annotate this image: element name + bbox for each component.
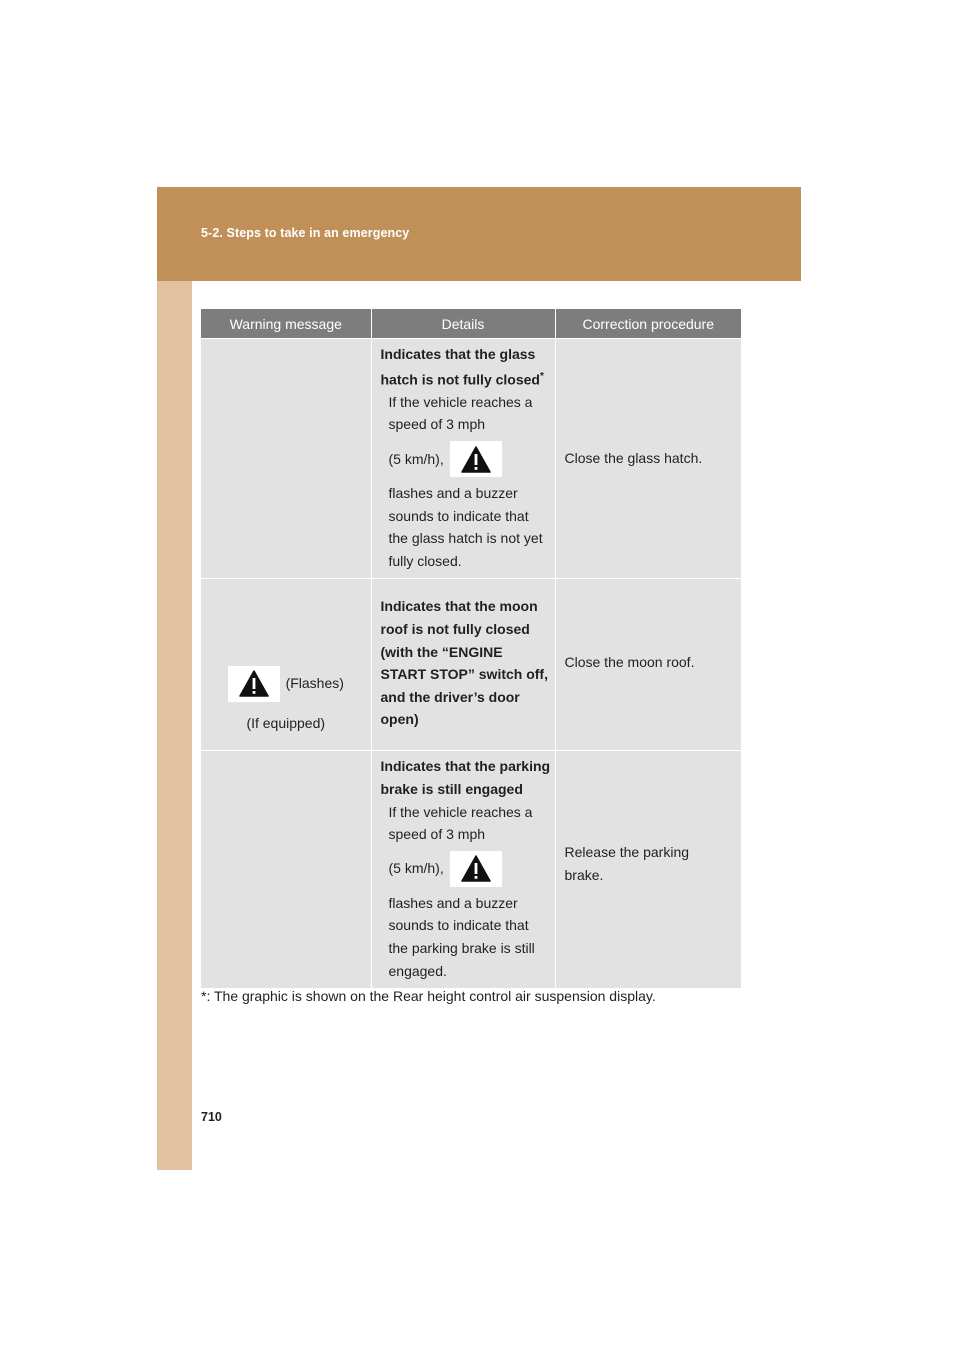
table-header-row [201,309,741,339]
detail-line: If the vehicle reaches a [388,393,533,410]
footnote: *: The graphic is shown on the Rear height control air suspension display. [201,988,656,1004]
detail-line: flashes and a buzzer [388,894,518,911]
table-row [201,579,741,751]
warning-message-cell [201,751,371,988]
detail-line: flashes and a buzzer [388,485,518,502]
table-row [201,751,741,988]
table-row [201,339,741,579]
warning-triangle-icon [450,851,502,887]
correction-text: Close the glass hatch. [564,450,703,467]
detail-line: (5 km/h), [388,450,444,467]
page-number: 710 [201,1110,222,1124]
detail-line: sounds to indicate that [388,917,529,934]
detail-title-line: hatch is not fully closed [380,371,540,388]
detail-line: sounds to indicate that [388,507,529,524]
correction-cell [555,339,741,579]
column-header-correction-procedure: Correction procedure [555,309,741,339]
detail-line: If the vehicle reaches a [388,803,533,820]
warning-message-cell [201,579,371,751]
page-sidebar-strip [157,187,192,1170]
detail-title-line: roof is not fully closed [380,621,530,637]
detail-title-line: Indicates that the moon [380,598,538,615]
detail-title-line: open) [380,711,419,728]
correction-text: Release the parking [564,844,690,861]
correction-cell [555,751,741,988]
warning-message-note: (If equipped) [246,714,326,731]
details-cell [371,339,555,579]
detail-line: (5 km/h), [388,860,444,877]
warning-triangle-icon [228,666,280,702]
detail-line: the glass hatch is not yet [388,530,543,547]
footnote-marker: * [539,370,544,382]
column-header-details: Details [371,309,555,339]
detail-title-line: (with the “ENGINE [380,643,503,660]
warning-message-cell [201,339,371,579]
detail-title-line: brake is still engaged [380,781,523,797]
detail-line: engaged. [388,962,447,979]
details-cell [371,579,555,751]
column-header-warning-message: Warning message [201,309,371,339]
detail-title-line: START STOP” switch off, [380,666,548,683]
warning-message-flashes: (Flashes) [285,675,344,692]
details-cell [371,751,555,988]
detail-line: speed of 3 mph [388,826,486,843]
detail-title-line: and the driver’s door [380,688,520,705]
warning-triangle-icon [450,441,502,477]
correction-cell [555,579,741,751]
detail-title-line: Indicates that the glass [380,346,536,362]
detail-line: speed of 3 mph [388,416,486,433]
detail-line: the parking brake is still [388,939,535,956]
correction-text: Close the moon roof. [564,654,695,671]
detail-title-line: Indicates that the parking [380,758,551,775]
correction-text: brake. [564,867,604,883]
warning-message-table [201,309,741,988]
section-title: 5-2. Steps to take in an emergency [201,226,410,240]
detail-line: fully closed. [388,552,462,569]
